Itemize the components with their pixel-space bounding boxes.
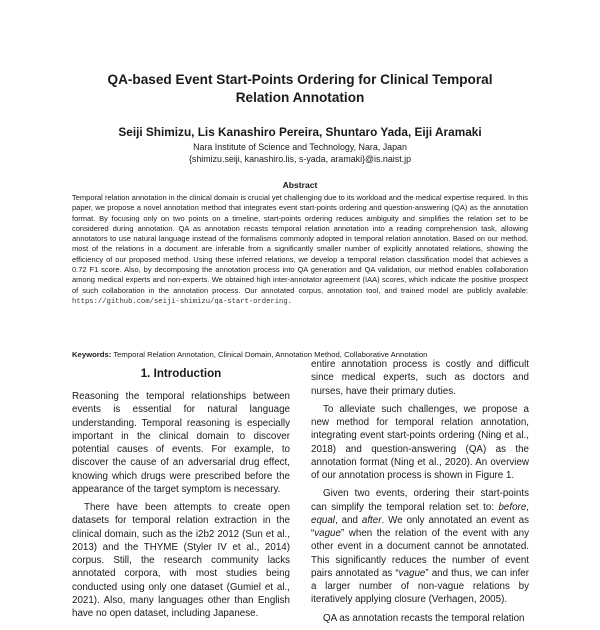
abstract-text: Temporal relation annotation in the clinical domain is crucial yet challenging due to its workload and the medical expertise required. In this paper, we propose a novel annotation method that integrates event start-points ordering and question-answering (QA) as the annotation format. By focusing only on two points on a timeline, start-points ordering reduces ambiguity and simplifies the relation set to be considered during annotation. QA as annotation recasts temporal relation annotation into a reading comprehension task, allowing annotators to use natural language instead of the formalisms commonly adopted in temporal relation annotation. Based on our method, most of the relations in a document are inferable from a significantly smaller number of explicitly annotated relations, showing the efficiency of our proposed method. Using these inferred relations, we develop a temporal relation classification model that achieves a 0.72 F1 score. Also, by decomposing the annotation process into QA generation and QA validation, our method enables collaboration among medical experts and non-experts. We obtained high inter-annotator agreement (IAA) scores, which indicate the positive prospect of such collaboration in the annotation process. Our annotated corpus, annotation tool, and trained model are publicly available: — [72, 193, 528, 295]
section-heading-introduction: 1. Introduction — [140, 367, 222, 380]
intro-paragraph-2: There have been attempts to create open datasets for temporal relation extraction in the clinical domain, such as the i2b2 2012 (Sun et al., 2013) and the THYME (Styler IV et al., 2014) corpus. Still, the research community lacks annotated corpora, with most studies being conducted using only one dataset (Gumiel et al., 2021). Also, many languages other than English have no open dataset, including Japanese. — [72, 502, 290, 619]
right-paragraph-2: To alleviate such challenges, we propose a new method for temporal relation annotation, integrating event start-points ordering (Ning et al., 2018) and question-answering (QA) as the annotation format (Ning et al., 2020). An overview of our annotation process is shown in Figure 1. — [311, 403, 529, 481]
p3-text-d: ” and thus, we can infer a larger number of non-vague relations by iteratively applying closure (Verhagen, 2005). — [311, 567, 529, 606]
repository-link[interactable]: https://github.com/seiji-shimizu/qa-start-ordering. — [72, 297, 292, 306]
abstract-heading: Abstract — [282, 180, 318, 190]
right-paragraph-4: QA as annotation recasts the temporal relation — [323, 612, 525, 624]
right-paragraph-1: entire annotation process is costly and difficult since medical experts, such as doctors and nurses, have their primary duties. — [311, 359, 529, 397]
keywords-text: Temporal Relation Annotation, Clinical Domain, Annotation Method, Collaborative Annotation — [113, 350, 428, 359]
abstract-body — [72, 193, 528, 307]
right-paragraph-3 — [311, 487, 529, 606]
relation-vague: vague — [314, 528, 341, 539]
relation-after: after — [361, 514, 382, 526]
relation-equal: equal — [311, 514, 335, 526]
relation-vague-2: vague — [398, 567, 426, 579]
p3-text-c: ” when the relation of the event with any other event in a document cannot be annotated. This significantly reduces the number of event pairs annotated as “ — [311, 528, 529, 579]
left-column — [72, 366, 290, 625]
title-line-1: QA-based Event Start-Points Ordering for Clinical Temporal — [107, 72, 493, 87]
p3-comma-2: , and — [334, 514, 358, 526]
author-list: Seiji Shimizu, Lis Kanashiro Pereira, Shuntaro Yada, Eiji Aramaki — [118, 125, 482, 139]
paper-title — [60, 71, 540, 107]
keywords-label: Keywords: — [72, 350, 112, 359]
title-line-2: Relation Annotation — [235, 90, 365, 105]
intro-paragraph-1: Reasoning the temporal relationships between events is essential for natural language understanding. Temporal reasoning is especially important in the clinical domain to discover potential causes of events. For example, to discover the cause of an adversarial drug effect, knowing which drugs were prescribed before the appearance of the target symptom is necessary. — [72, 391, 290, 495]
relation-before: before — [498, 501, 527, 513]
affiliation: Nara Institute of Science and Technology, Nara, Japan — [193, 142, 407, 152]
author-emails: {shimizu.seiji, kanashiro.lis, s-yada, aramaki}@is.naist.jp — [188, 154, 412, 164]
p3-text-b: . We only annotated an event as “ — [311, 514, 529, 539]
p3-comma-1: , — [526, 501, 529, 513]
p3-text-a: Given two events, ordering their start-points can simplify the temporal relation set to: — [311, 488, 529, 513]
right-column — [311, 358, 529, 630]
